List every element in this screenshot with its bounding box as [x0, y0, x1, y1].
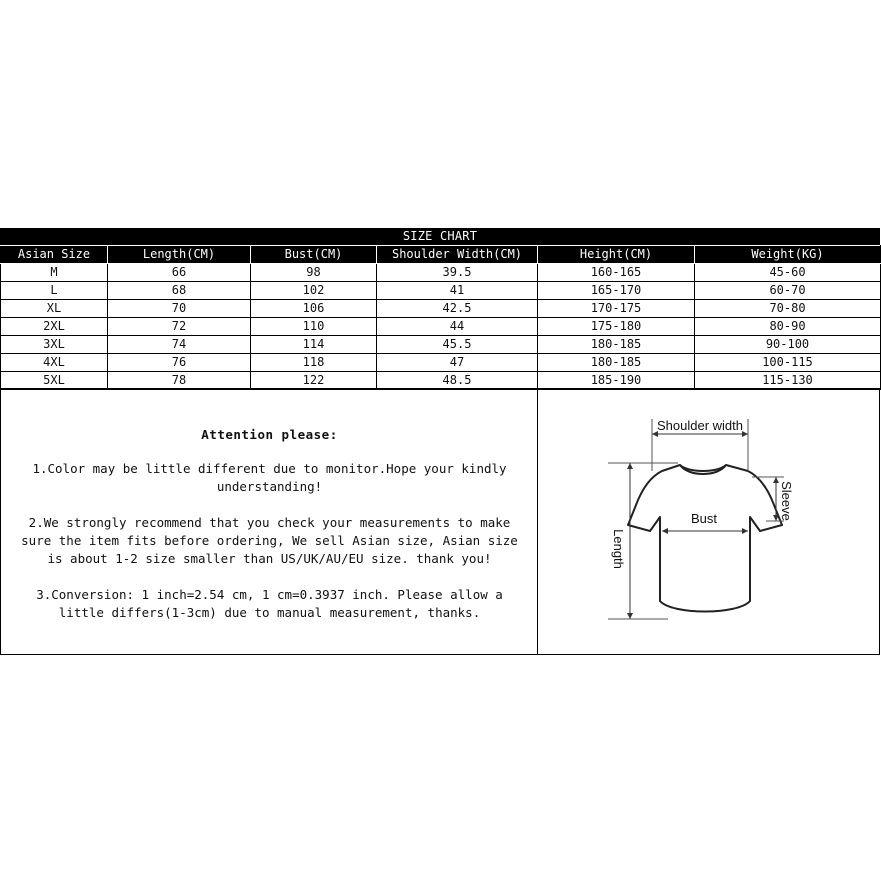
- size-chart: [0, 228, 880, 390]
- note-line: 2.We strongly recommend that you check your measurements to make: [28, 515, 511, 530]
- cell-shoulder: 39.5: [377, 264, 538, 282]
- cell-length: 74: [108, 336, 251, 354]
- cell-weight: 70-80: [695, 300, 881, 318]
- table-row: [1, 318, 881, 336]
- cell-size: L: [1, 282, 108, 300]
- cell-shoulder: 47: [377, 354, 538, 372]
- cell-weight: 100-115: [695, 354, 881, 372]
- col-header-bust: Bust(CM): [251, 246, 377, 264]
- cell-size: XL: [1, 300, 108, 318]
- col-header-size: Asian Size: [1, 246, 108, 264]
- cell-height: 185-190: [538, 372, 695, 390]
- cell-length: 68: [108, 282, 251, 300]
- table-row: [1, 336, 881, 354]
- cell-size: 4XL: [1, 354, 108, 372]
- cell-bust: 102: [251, 282, 377, 300]
- cell-length: 72: [108, 318, 251, 336]
- cell-bust: 114: [251, 336, 377, 354]
- cell-bust: 122: [251, 372, 377, 390]
- cell-weight: 60-70: [695, 282, 881, 300]
- header-row: [1, 246, 881, 264]
- note-color: [1, 460, 538, 496]
- tshirt-outline: [628, 465, 782, 612]
- cell-length: 66: [108, 264, 251, 282]
- cell-height: 160-165: [538, 264, 695, 282]
- cell-bust: 106: [251, 300, 377, 318]
- cell-height: 175-180: [538, 318, 695, 336]
- cell-size: 5XL: [1, 372, 108, 390]
- cell-length: 78: [108, 372, 251, 390]
- table-row: [1, 354, 881, 372]
- note-line: 1.Color may be little different due to monitor.Hope your kindly: [32, 461, 507, 476]
- notes-panel: [1, 389, 538, 654]
- cell-height: 180-185: [538, 354, 695, 372]
- tshirt-measurement-illustration: [538, 389, 879, 654]
- cell-length: 76: [108, 354, 251, 372]
- bust-label: Bust: [690, 511, 718, 526]
- cell-height: 165-170: [538, 282, 695, 300]
- cell-shoulder: 44: [377, 318, 538, 336]
- cell-weight: 80-90: [695, 318, 881, 336]
- cell-bust: 118: [251, 354, 377, 372]
- cell-weight: 115-130: [695, 372, 881, 390]
- cell-weight: 90-100: [695, 336, 881, 354]
- cell-weight: 45-60: [695, 264, 881, 282]
- cell-size: 3XL: [1, 336, 108, 354]
- cell-shoulder: 48.5: [377, 372, 538, 390]
- cell-size: 2XL: [1, 318, 108, 336]
- cell-height: 180-185: [538, 336, 695, 354]
- note-line: little differs(1-3cm) due to manual measurement, thanks.: [58, 605, 481, 620]
- cell-length: 70: [108, 300, 251, 318]
- table-row: [1, 300, 881, 318]
- size-table: [0, 245, 881, 390]
- info-panel: [0, 388, 880, 655]
- cell-shoulder: 41: [377, 282, 538, 300]
- cell-bust: 98: [251, 264, 377, 282]
- table-row: [1, 264, 881, 282]
- note-line: is about 1-2 size smaller than US/UK/AU/EU size. thank you!: [47, 551, 492, 566]
- note-line: 3.Conversion: 1 inch=2.54 cm, 1 cm=0.3937 inch. Please allow a: [36, 587, 503, 602]
- table-row: [1, 282, 881, 300]
- shoulder-width-label: Shoulder width: [657, 418, 743, 433]
- attention-heading: Attention please:: [201, 427, 338, 442]
- cell-shoulder: 45.5: [377, 336, 538, 354]
- table-row: [1, 372, 881, 390]
- note-measurement: [1, 514, 538, 568]
- cell-shoulder: 42.5: [377, 300, 538, 318]
- cell-height: 170-175: [538, 300, 695, 318]
- tshirt-diagram: [538, 389, 879, 654]
- col-header-weight: Weight(KG): [695, 246, 881, 264]
- length-label: Length: [611, 529, 626, 569]
- col-header-height: Height(CM): [538, 246, 695, 264]
- note-line: sure the item fits before ordering, We sell Asian size, Asian size: [21, 533, 518, 548]
- sleeve-label: Sleeve: [779, 481, 794, 521]
- note-conversion: [1, 586, 538, 622]
- col-header-shoulder: Shoulder Width(CM): [377, 246, 538, 264]
- col-header-length: Length(CM): [108, 246, 251, 264]
- cell-size: M: [1, 264, 108, 282]
- size-chart-title: SIZE CHART: [0, 228, 880, 245]
- note-line: understanding!: [216, 479, 323, 494]
- cell-bust: 110: [251, 318, 377, 336]
